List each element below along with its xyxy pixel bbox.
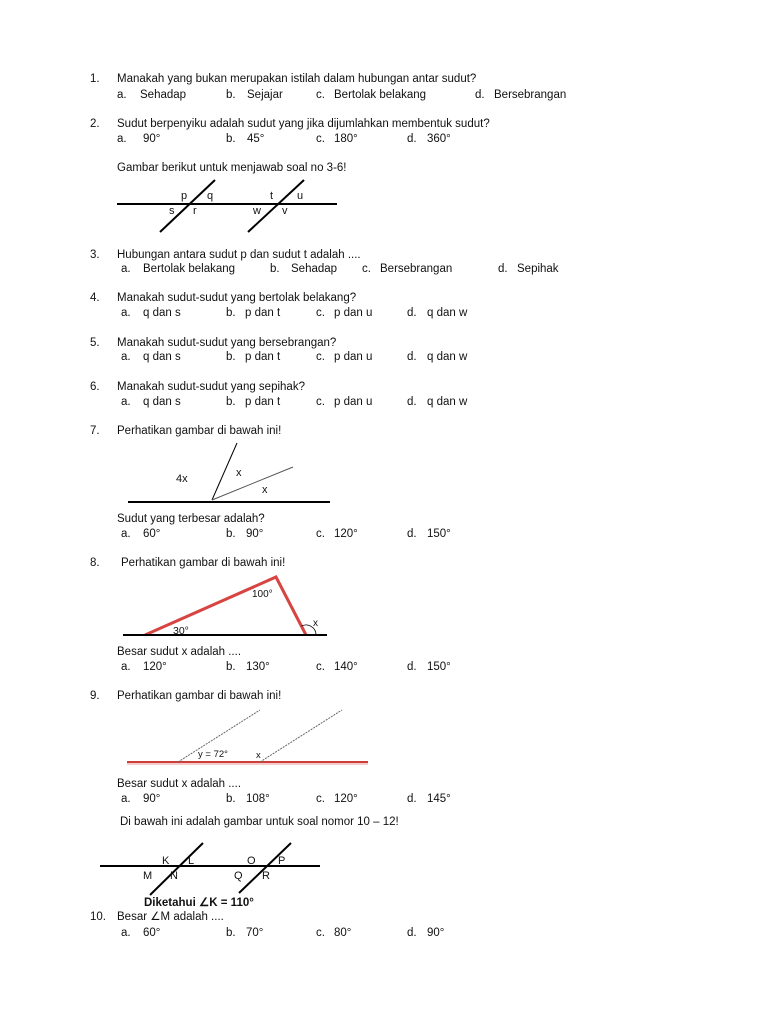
- question-number: 10.: [90, 911, 106, 923]
- option-a-text: 90°: [143, 793, 161, 805]
- option-b-letter: b.: [226, 528, 236, 540]
- option-a-text: 60°: [143, 528, 161, 540]
- option-d-letter: d.: [498, 263, 508, 275]
- option-b-text: p dan t: [245, 396, 281, 408]
- option-a-letter: a.: [121, 661, 131, 673]
- option-a-letter: a.: [121, 528, 131, 540]
- question-text: Manakah sudut-sudut yang sepihak?: [117, 381, 305, 393]
- question-1: [0, 72, 768, 101]
- option-d-letter: d.: [407, 396, 417, 408]
- angle-label-P: P: [278, 855, 286, 867]
- option-c-text: p dan u: [334, 396, 373, 408]
- angle-label-w: w: [253, 205, 261, 217]
- figure-7-label-x-upper: x: [236, 467, 242, 479]
- option-d-letter: d.: [475, 89, 485, 101]
- question-number: 5.: [90, 337, 100, 349]
- option-a-letter: a.: [121, 927, 131, 939]
- option-c-text: Bersebrangan: [380, 263, 453, 275]
- option-d-letter: d.: [407, 927, 417, 939]
- answer-options: [0, 395, 768, 409]
- option-a-text: 120°: [143, 661, 167, 673]
- figure-8-label-100: 100°: [252, 589, 273, 600]
- angle-label-s: s: [169, 205, 175, 217]
- option-a-text: 60°: [143, 927, 161, 939]
- figure-9-label-y: y = 72°: [198, 749, 228, 760]
- angle-label-q: q: [207, 190, 214, 202]
- option-c-text: p dan u: [334, 351, 373, 363]
- angle-label-u: u: [297, 190, 304, 202]
- option-b-text: 130°: [246, 661, 270, 673]
- figure-10-12-caption: Di bawah ini adalah gambar untuk soal nomor 10 – 12!: [120, 816, 399, 828]
- option-c-letter: c.: [316, 661, 325, 673]
- option-b-text: p dan t: [245, 351, 281, 363]
- option-b-letter: b.: [226, 351, 236, 363]
- option-a-text: q dan s: [143, 351, 181, 363]
- option-c-letter: c.: [316, 307, 325, 319]
- option-c-letter: c.: [316, 133, 325, 145]
- option-d-text: q dan w: [427, 351, 468, 363]
- option-b-text: Sehadap: [291, 263, 338, 275]
- figure-10-12-transversal-right: [239, 843, 291, 893]
- question-text: Perhatikan gambar di bawah ini!: [117, 425, 282, 437]
- figure-question-9: [127, 710, 368, 764]
- question-4: [0, 291, 768, 319]
- option-c-text: 80°: [334, 927, 352, 939]
- option-c-text: p dan u: [334, 307, 373, 319]
- option-c-letter: c.: [316, 528, 325, 540]
- figure-7-label-x-lower: x: [262, 484, 268, 496]
- question-number: 2.: [90, 118, 100, 130]
- question-text: Besar ∠M adalah ....: [117, 911, 224, 923]
- option-d-text: 150°: [427, 661, 451, 673]
- option-c-letter: c.: [316, 396, 325, 408]
- option-d-letter: d.: [407, 307, 417, 319]
- option-b-letter: b.: [226, 396, 236, 408]
- option-d-letter: d.: [407, 661, 417, 673]
- option-a-letter: a.: [121, 307, 131, 319]
- figure-question-8: [123, 577, 327, 637]
- option-c-text: 120°: [334, 528, 358, 540]
- option-a-letter: a.: [121, 396, 131, 408]
- answer-options: [0, 926, 768, 940]
- option-b-letter: b.: [226, 793, 236, 805]
- option-b-text: p dan t: [245, 307, 281, 319]
- option-a-letter: a.: [117, 89, 127, 101]
- figure-7-label-4x: 4x: [176, 473, 188, 485]
- question-number: 6.: [90, 381, 100, 393]
- question-text: Sudut berpenyiku adalah sudut yang jika dijumlahkan membentuk sudut?: [117, 118, 490, 130]
- angle-label-R: R: [262, 870, 270, 882]
- angle-label-K: K: [162, 855, 170, 867]
- option-a-text: Bertolak belakang: [143, 263, 236, 275]
- option-b-text: 45°: [247, 133, 265, 145]
- option-d-text: Sepihak: [517, 263, 559, 275]
- option-d-letter: d.: [407, 133, 417, 145]
- question-number: 8.: [90, 557, 100, 569]
- figure-parallel-transversals-10-12: [100, 843, 320, 895]
- figure-10-12-given: Diketahui ∠K = 110°: [144, 897, 254, 909]
- question-prompt: Besar sudut x adalah ....: [117, 778, 242, 790]
- question-text: Manakah sudut-sudut yang bertolak belakang?: [117, 292, 357, 304]
- answer-options: [0, 132, 768, 146]
- question-text: Perhatikan gambar di bawah ini!: [117, 690, 282, 702]
- angle-label-t: t: [270, 190, 274, 202]
- figure-8-label-30: 30°: [173, 625, 189, 637]
- option-a-letter: a.: [121, 263, 131, 275]
- option-b-text: 90°: [246, 528, 264, 540]
- figure-question-7: [128, 443, 330, 502]
- option-a-text: q dan s: [143, 396, 181, 408]
- answer-options: [0, 660, 768, 674]
- figure-parallel-transversals-3-6: [117, 180, 337, 232]
- option-d-text: 360°: [427, 133, 451, 145]
- option-a-letter: a.: [117, 133, 127, 145]
- answer-options: [0, 88, 768, 102]
- option-d-text: 90°: [427, 927, 445, 939]
- angle-label-r: r: [193, 205, 197, 217]
- option-c-text: 120°: [334, 793, 358, 805]
- figure-10-12-transversal-left: [150, 843, 203, 895]
- figure-10-12-caption-line: [0, 815, 768, 829]
- option-c-letter: c.: [316, 351, 325, 363]
- option-b-letter: b.: [226, 89, 236, 101]
- option-a-letter: a.: [121, 793, 131, 805]
- angle-label-M: M: [143, 870, 153, 882]
- figure-10-12-given-line: [0, 896, 768, 910]
- option-c-letter: c.: [316, 89, 325, 101]
- angle-label-N: N: [170, 870, 178, 882]
- question-text: Perhatikan gambar di bawah ini!: [121, 557, 286, 569]
- figure-8-triangle: [145, 577, 306, 635]
- question-number: 9.: [90, 690, 100, 702]
- option-d-letter: d.: [407, 528, 417, 540]
- option-a-letter: a.: [121, 351, 131, 363]
- answer-options: [0, 350, 768, 364]
- option-b-letter: b.: [226, 661, 236, 673]
- question-number: 1.: [90, 73, 100, 85]
- question-prompt: Sudut yang terbesar adalah?: [117, 513, 265, 525]
- option-a-text: Sehadap: [140, 89, 187, 101]
- angle-label-p: p: [181, 190, 188, 202]
- answer-options: [0, 306, 768, 320]
- figure-9-label-x: x: [256, 750, 261, 761]
- option-b-letter: b.: [270, 263, 280, 275]
- figure-3-6-caption: Gambar berikut untuk menjawab soal no 3-6!: [117, 162, 347, 174]
- question-text: Manakah sudut-sudut yang bersebrangan?: [117, 337, 337, 349]
- option-d-text: q dan w: [427, 307, 468, 319]
- option-c-letter: c.: [316, 927, 325, 939]
- option-c-text: Bertolak belakang: [334, 89, 427, 101]
- question-number: 7.: [90, 425, 100, 437]
- option-b-letter: b.: [226, 133, 236, 145]
- option-b-text: 108°: [246, 793, 270, 805]
- question-number: 3.: [90, 249, 100, 261]
- question-2: [0, 117, 768, 145]
- question-text: Hubungan antara sudut p dan sudut t adalah ....: [117, 249, 361, 261]
- answer-options: [0, 262, 768, 276]
- figure-9-parallel-line-right: [260, 710, 342, 762]
- option-a-text: 90°: [143, 133, 161, 145]
- angle-label-v: v: [282, 205, 288, 217]
- figure-3-6-caption-line: [0, 161, 768, 175]
- question-5: [0, 336, 768, 363]
- angle-label-L: L: [188, 855, 195, 867]
- option-c-text: 140°: [334, 661, 358, 673]
- question-prompt: Besar sudut x adalah ....: [117, 646, 242, 658]
- option-b-letter: b.: [226, 927, 236, 939]
- option-b-text: Sejajar: [247, 89, 283, 101]
- option-d-letter: d.: [407, 793, 417, 805]
- option-b-letter: b.: [226, 307, 236, 319]
- option-d-text: q dan w: [427, 396, 468, 408]
- option-d-letter: d.: [407, 351, 417, 363]
- question-6: [0, 380, 768, 408]
- option-d-text: 145°: [427, 793, 451, 805]
- option-b-text: 70°: [246, 927, 264, 939]
- question-text: Manakah yang bukan merupakan istilah dalam hubungan antar sudut?: [117, 73, 477, 85]
- figure-8-label-x: x: [313, 618, 318, 629]
- option-c-letter: c.: [362, 263, 371, 275]
- question-number: 4.: [90, 292, 100, 304]
- option-d-text: Bersebrangan: [494, 89, 567, 101]
- question-10: [0, 910, 768, 939]
- option-d-text: 150°: [427, 528, 451, 540]
- answer-options: [0, 792, 768, 806]
- option-c-letter: c.: [316, 793, 325, 805]
- angle-label-O: O: [247, 855, 256, 867]
- answer-options: [0, 527, 768, 541]
- question-3: [0, 248, 768, 275]
- angle-label-Q: Q: [234, 870, 243, 882]
- option-c-text: 180°: [334, 133, 358, 145]
- option-a-text: q dan s: [143, 307, 181, 319]
